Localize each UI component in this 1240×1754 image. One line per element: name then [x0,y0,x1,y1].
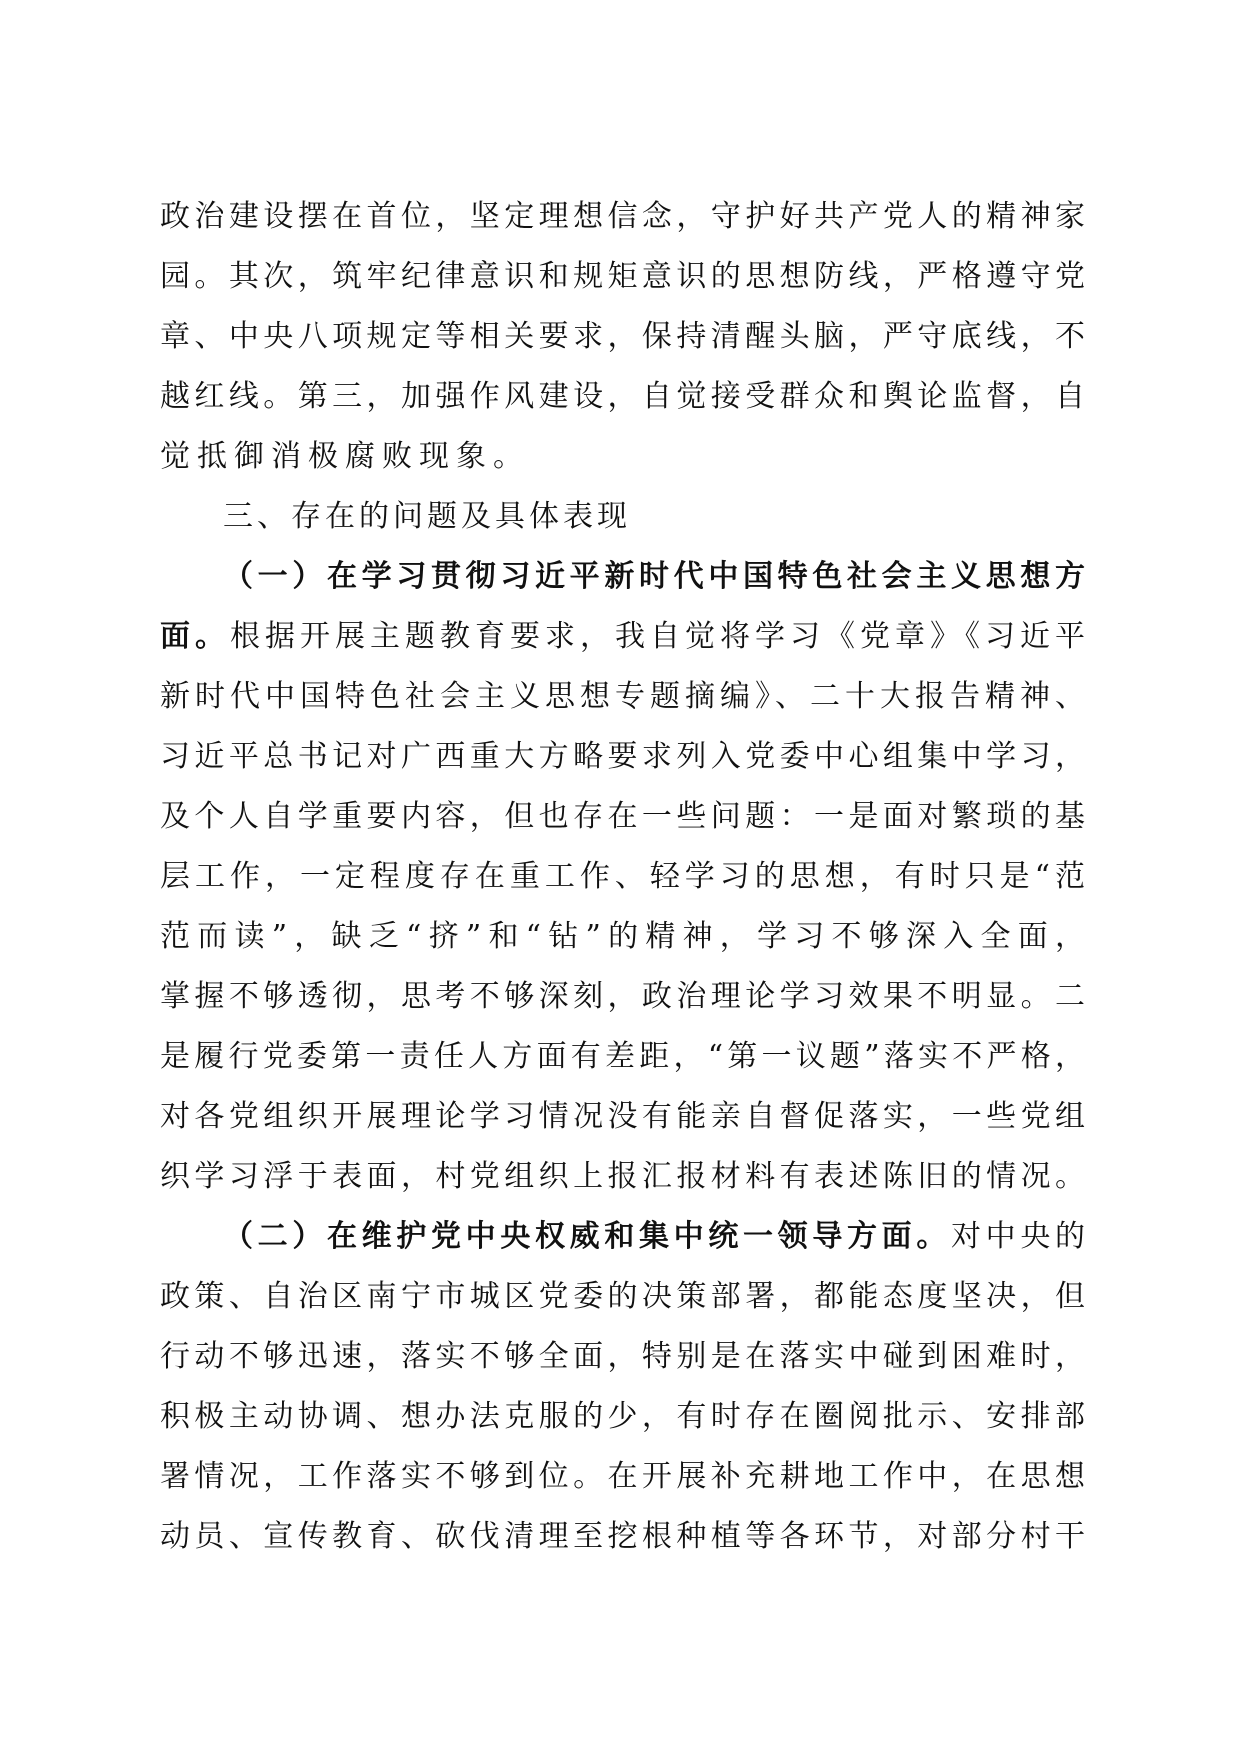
section-heading: 三、存在的问题及具体表现 [223,499,631,534]
body-text-line: 织学习浮于表面，村党组织上报汇报材料有表述陈旧的情况。 [160,1159,1085,1194]
body-text-line [160,606,1085,668]
body-text-line: 动员、宣传教育、砍伐清理至挖根种植等各环节，对部分村干 [160,1519,1085,1554]
body-text-line: 积极主动协调、想办法克服的少，有时存在圈阅批示、安排部 [160,1399,1085,1434]
body-text-line: 对各党组织开展理论学习情况没有能亲自督促落实，一些党组 [160,1099,1085,1134]
subsection-heading: （一）在学习贯彻习近平新时代中国特色社会主义思想方 [223,559,1085,594]
body-text-line: 新时代中国特色社会主义思想专题摘编》、二十大报告精神、 [160,679,1085,714]
body-text-line: 越红线。第三，加强作风建设，自觉接受群众和舆论监督，自 [160,379,1085,414]
body-text-line: 章、中央八项规定等相关要求，保持清醒头脑，严守底线，不 [160,319,1085,354]
body-text-line: 是履行党委第一责任人方面有差距，“第一议题”落实不严格， [160,1039,1085,1074]
body-text: 根据开展主题教育要求，我自觉将学习《党章》《习近平 [230,619,1085,654]
body-text-line [223,1206,1085,1268]
body-text-line: 政治建设摆在首位，坚定理想信念，守护好共产党人的精神家 [160,199,1085,234]
body-text: 对中央的 [951,1219,1086,1254]
body-text-line: 觉抵御消极腐败现象。 [160,439,530,474]
body-text-line: 范而读”，缺乏“挤”和“钻”的精神，学习不够深入全面， [160,919,1085,954]
subsection-heading-tail: 面。 [160,619,230,654]
body-text-line: 政策、自治区南宁市城区党委的决策部署，都能态度坚决，但 [160,1279,1085,1314]
body-text-line: 园。其次，筑牢纪律意识和规矩意识的思想防线，严格遵守党 [160,259,1085,294]
subsection-heading: （二）在维护党中央权威和集中统一领导方面。 [223,1219,951,1254]
body-text-line: 掌握不够透彻，思考不够深刻，政治理论学习效果不明显。二 [160,979,1085,1014]
body-text-line: 习近平总书记对广西重大方略要求列入党委中心组集中学习， [160,739,1085,774]
body-text-line: 署情况，工作落实不够到位。在开展补充耕地工作中，在思想 [160,1459,1085,1494]
body-text-line: 行动不够迅速，落实不够全面，特别是在落实中碰到困难时， [160,1339,1085,1374]
body-text-line: 及个人自学重要内容，但也存在一些问题：一是面对繁琐的基 [160,799,1085,834]
body-text-line: 层工作，一定程度存在重工作、轻学习的思想，有时只是“范 [160,859,1085,894]
